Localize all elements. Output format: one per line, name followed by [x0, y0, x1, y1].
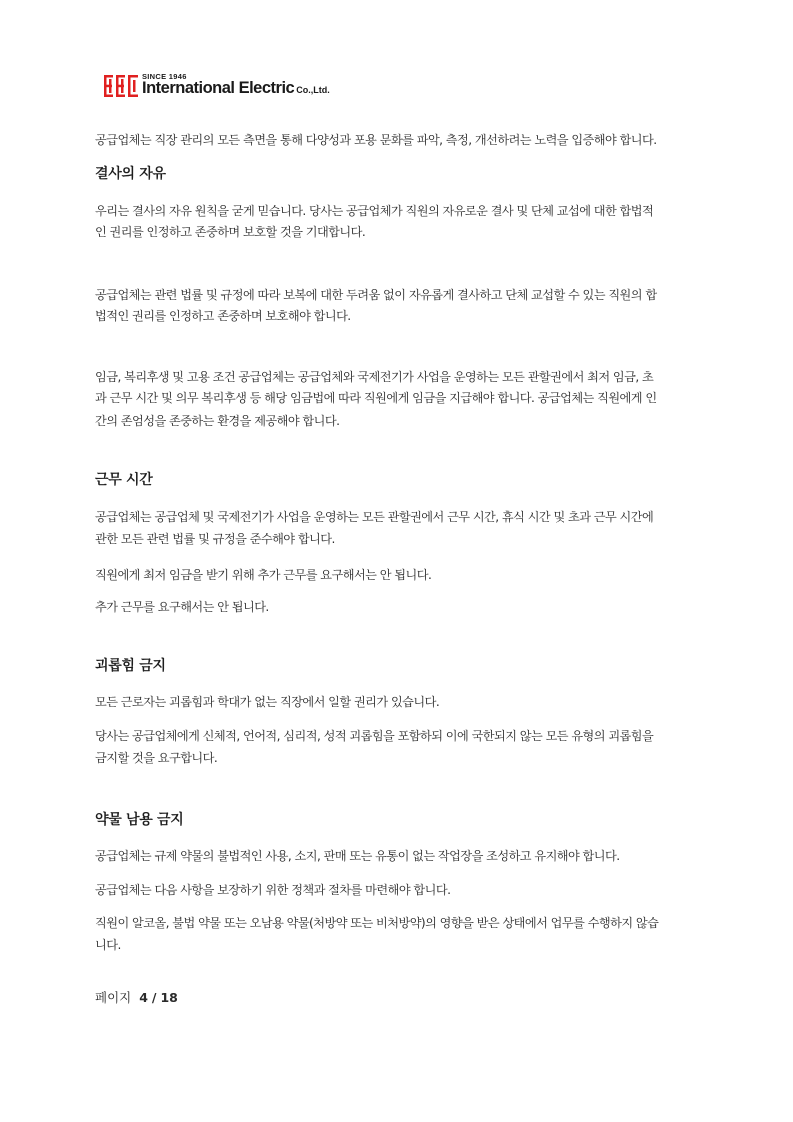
- paragraph-line: 당사는 공급업체에게 신체적, 언어적, 심리적, 성적 괴롭힘을 포함하되 이에 국한되지 않는 모든 유형의 괴롭힘을: [95, 729, 654, 743]
- paragraph-line: 공급업체는 공급업체 및 국제전기가 사업을 운영하는 모든 관할권에서 근무 시간, 휴식 시간 및 초과 근무 시간에: [95, 510, 654, 524]
- section-heading-freedom-of-association: 결사의 자유: [95, 166, 166, 182]
- paragraph-line: 모든 근로자는 괴롭힘과 학대가 없는 직장에서 일할 권리가 있습니다.: [95, 695, 440, 709]
- page-total: 18: [160, 990, 178, 1005]
- company-logo: [103, 72, 333, 102]
- paragraph-line: 공급업체는 관련 법률 및 규정에 따라 보복에 대한 두려움 없이 자유롭게 결사하고 단체 교섭할 수 있는 직원의 합: [95, 288, 657, 302]
- section-heading-working-hours: 근무 시간: [95, 472, 153, 488]
- page-current: 4: [139, 990, 148, 1005]
- section-heading-anti-harassment: 괴롭힘 금지: [95, 658, 166, 674]
- paragraph-line: 우리는 결사의 자유 원칙을 굳게 믿습니다. 당사는 공급업체가 직원의 자유로운 결사 및 단체 교섭에 대한 합법적: [95, 204, 654, 218]
- paragraph-line: 인 권리를 인정하고 존중하며 보호할 것을 기대합니다.: [95, 225, 366, 239]
- intro-paragraph: 공급업체는 직장 관리의 모든 측면을 통해 다양성과 포용 문화를 파악, 측정, 개선하려는 노력을 입증해야 합니다.: [95, 133, 657, 147]
- logo-company-name: [142, 79, 330, 98]
- paragraph-line: 간의 존엄성을 존중하는 환경을 제공해야 합니다.: [95, 414, 340, 428]
- paragraph-line: 직원이 알코올, 불법 약물 또는 오남용 약물(처방약 또는 비처방약)의 영향을 받은 상태에서 업무를 수행하지 않습: [95, 916, 659, 930]
- page-separator: /: [151, 990, 157, 1005]
- logo-since-text: SINCE 1946: [142, 72, 187, 81]
- paragraph-line: 법적인 권리를 인정하고 존중하며 보호해야 합니다.: [95, 309, 351, 323]
- paragraph-line: 공급업체는 규제 약물의 불법적인 사용, 소지, 판매 또는 유통이 없는 작업장을 조성하고 유지해야 합니다.: [95, 849, 620, 863]
- paragraph-line: 니다.: [95, 938, 121, 952]
- logo-name-text: International Electric: [142, 79, 295, 97]
- page-number: [95, 988, 178, 1006]
- iec-logo-icon: [103, 74, 139, 98]
- paragraph-line: 직원에게 최저 임금을 받기 위해 추가 근무를 요구해서는 안 됩니다.: [95, 568, 432, 582]
- logo-suffix-text: Co.,Ltd.: [296, 85, 330, 95]
- paragraph-line: 과 근무 시간 및 의무 복리후생 등 해당 임금법에 따라 직원에게 임금을 지급해야 합니다. 공급업체는 직원에게 인: [95, 391, 657, 405]
- paragraph-line: 관한 모든 관련 법률 및 규정을 준수해야 합니다.: [95, 532, 335, 546]
- paragraph-line: 공급업체는 다음 사항을 보장하기 위한 정책과 절차를 마련해야 합니다.: [95, 883, 451, 897]
- page-label: 페이지: [95, 990, 132, 1005]
- section-heading-drug-abuse-prohibition: 약물 남용 금지: [95, 812, 184, 828]
- paragraph-line: 임금, 복리후생 및 고용 조건 공급업체는 공급업체와 국제전기가 사업을 운영하는 모든 관할권에서 최저 임금, 초: [95, 370, 654, 384]
- paragraph-line: 추가 근무를 요구해서는 안 됩니다.: [95, 600, 269, 614]
- paragraph-line: 금지할 것을 요구합니다.: [95, 751, 218, 765]
